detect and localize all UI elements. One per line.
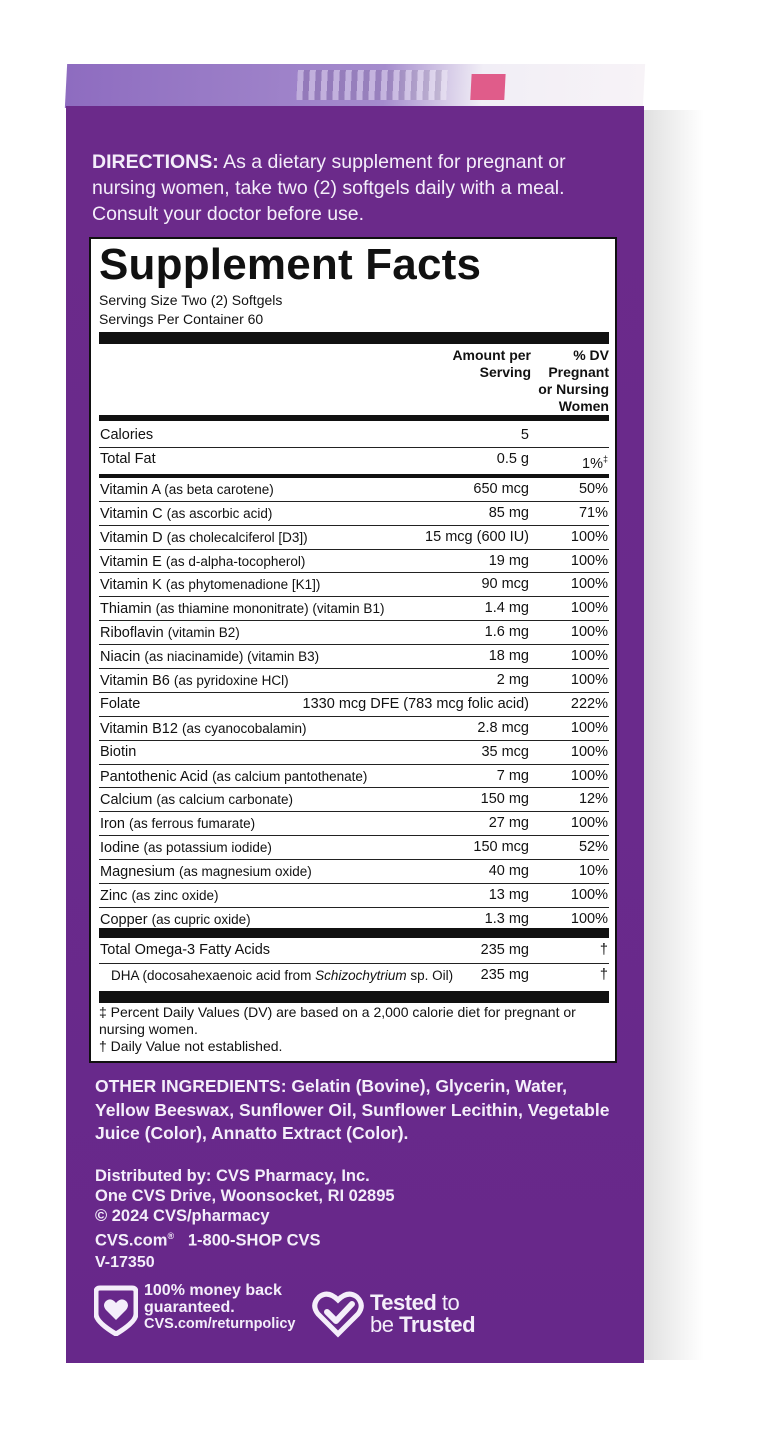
other-ingredients-label: OTHER INGREDIENTS: [95, 1076, 287, 1096]
nutrient-dv: 222% [570, 695, 608, 712]
nutrient-amount: 90 mcg [481, 576, 529, 593]
nutrient-amount: 150 mcg [473, 839, 529, 856]
nutrient-dv: 12% [578, 791, 608, 808]
nutrient-amount: 650 mcg [473, 480, 529, 497]
nutrient-dv: 100% [570, 719, 608, 736]
nutrient-row [99, 884, 609, 908]
nutrient-row [99, 741, 609, 765]
nutrient-amount: 1.6 mg [484, 624, 529, 641]
total-fat-amount: 0.5 g [496, 450, 529, 467]
nutrient-name: Vitamin E (as d-alpha-tocopherol) [100, 553, 306, 570]
directions-body: As a dietary supplement for pregnant or nursing women, take two (2) softgels daily with a meal. Consult your doctor before use. [92, 151, 566, 225]
nutrient-dv: 100% [570, 767, 608, 784]
copyright: © 2024 CVS/pharmacy [95, 1207, 270, 1225]
nutrient-amount: 13 mg [488, 887, 529, 904]
nutrient-name: Copper (as cupric oxide) [100, 911, 251, 928]
nutrient-dv: 100% [570, 743, 608, 760]
nutrient-row [99, 836, 609, 860]
box-top-edge [65, 64, 645, 108]
nutrient-dv: 50% [578, 480, 608, 497]
omega-section [99, 939, 609, 988]
calories-label: Calories [100, 427, 154, 443]
nutrient-row [99, 573, 609, 597]
total-fat-label: Total Fat [100, 450, 156, 467]
row-calories [99, 424, 609, 448]
nutrient-amount: 1.3 mg [484, 910, 529, 927]
nutrient-row [99, 621, 609, 645]
nutrient-name: Biotin [100, 743, 137, 760]
money-back-badge [94, 1282, 314, 1338]
nutrient-row [99, 478, 609, 502]
nutrient-amount: 19 mg [488, 552, 529, 569]
nutrient-dv: 10% [578, 863, 608, 880]
omega3-dv: † [599, 942, 608, 958]
nutrient-dv: 100% [570, 672, 608, 689]
directions-label: DIRECTIONS: [92, 151, 219, 173]
nutrient-amount: 27 mg [488, 815, 529, 832]
nutrient-name: Iron (as ferrous fumarate) [100, 816, 256, 833]
nutrient-name: Calcium (as calcium carbonate) [100, 792, 293, 809]
nutrient-name: Magnesium (as magnesium oxide) [100, 864, 312, 881]
nutrient-amount: 85 mg [488, 504, 529, 521]
distributor-info [95, 1166, 615, 1251]
other-ingredients [95, 1075, 615, 1146]
product-code: V-17350 [95, 1254, 155, 1271]
nutrient-row [99, 597, 609, 621]
contact-line: CVS.com® 1-800-SHOP CVS [95, 1231, 321, 1250]
nutrient-name: Zinc (as zinc oxide) [100, 888, 219, 905]
omega3-label: Total Omega-3 Fatty Acids [100, 942, 271, 958]
row-total-fat [99, 448, 609, 478]
facts-title: Supplement Facts [99, 240, 482, 289]
box-top-print [296, 70, 448, 100]
nutrient-name: Folate [100, 695, 141, 712]
omega3-amount: 235 mg [480, 942, 529, 958]
tested-trusted-badge [312, 1290, 502, 1342]
nutrient-row [99, 526, 609, 550]
nutrient-dv: 71% [578, 504, 608, 521]
footnote-not-established: † Daily Value not established. [99, 1038, 283, 1054]
row-omega3 [99, 939, 609, 964]
nutrient-amount: 7 mg [496, 767, 529, 784]
footnote-dv: ‡ Percent Daily Values (DV) are based on a 2,000 calorie diet for pregnant or nursing women. [99, 1004, 576, 1037]
distributor-line: Distributed by: CVS Pharmacy, Inc. [95, 1167, 370, 1185]
nutrient-list [99, 478, 609, 932]
nutrient-name: Vitamin A (as beta carotene) [100, 481, 274, 498]
nutrient-name: Vitamin C (as ascorbic acid) [100, 505, 273, 522]
nutrient-amount: 15 mcg (600 IU) [425, 528, 529, 545]
nutrient-amount: 35 mcg [481, 743, 529, 760]
divider-thick-top [99, 332, 609, 344]
calories-amount: 5 [520, 427, 529, 443]
nutrient-row [99, 765, 609, 789]
serving-info [99, 291, 282, 329]
box-shadow [644, 110, 704, 1360]
nutrient-name: Pantothenic Acid (as calcium pantothenate) [100, 768, 368, 785]
nutrient-name: Vitamin B6 (as pyridoxine HCl) [100, 673, 289, 690]
header-dv: % DV Pregnant or Nursing Women [538, 347, 609, 414]
nutrient-amount: 1330 mcg DFE (783 mcg folic acid) [302, 695, 529, 712]
box-top-accent [470, 74, 506, 100]
money-back-text: 100% money back guaranteed. CVS.com/returnpolicy [144, 1282, 296, 1332]
nutrient-row [99, 693, 609, 717]
nutrient-amount: 40 mg [488, 863, 529, 880]
nutrient-row [99, 717, 609, 741]
nutrient-name: Vitamin K (as phytomenadione [K1]) [100, 577, 321, 594]
dha-amount: 235 mg [480, 966, 529, 983]
divider-omega [99, 928, 609, 938]
nutrient-dv: 100% [570, 815, 608, 832]
nutrient-row [99, 812, 609, 836]
nutrient-row [99, 550, 609, 574]
tested-trusted-text: Tested to be Trusted [370, 1290, 476, 1337]
nutrient-name: Thiamin (as thiamine mononitrate) (vitamin B1) [100, 601, 385, 618]
heart-check-icon [312, 1290, 364, 1338]
dha-dv: † [599, 966, 608, 983]
header-amount-per-serving: Amount per Serving [452, 347, 531, 380]
nutrient-dv: 100% [570, 887, 608, 904]
nutrient-amount: 18 mg [488, 648, 529, 665]
nutrient-amount: 2 mg [496, 672, 529, 689]
nutrient-dv: 100% [570, 910, 608, 927]
nutrient-dv: 100% [570, 528, 608, 545]
supplement-facts-panel [89, 237, 617, 1063]
nutrient-row [99, 645, 609, 669]
nutrient-dv: 100% [570, 600, 608, 617]
distributor-address: One CVS Drive, Woonsocket, RI 02895 [95, 1187, 395, 1205]
divider-header [99, 415, 609, 421]
nutrient-dv: 100% [570, 648, 608, 665]
nutrient-name: Riboflavin (vitamin B2) [100, 625, 240, 642]
nutrient-rows [99, 424, 609, 932]
directions-text [92, 149, 622, 227]
dha-label: DHA (docosahexaenoic acid from Schizochytrium sp. Oil) [111, 967, 454, 983]
nutrient-row [99, 502, 609, 526]
nutrient-amount: 150 mg [480, 791, 529, 808]
divider-bottom [99, 991, 609, 1003]
nutrient-name: Vitamin D (as cholecalciferol [D3]) [100, 529, 308, 546]
serving-size: Serving Size Two (2) Softgels [99, 292, 283, 308]
nutrient-name: Vitamin B12 (as cyanocobalamin) [100, 720, 307, 737]
nutrient-row [99, 788, 609, 812]
nutrient-amount: 2.8 mcg [477, 719, 529, 736]
nutrient-name: Niacin (as niacinamide) (vitamin B3) [100, 649, 320, 666]
facts-footnotes [99, 1004, 609, 1055]
nutrient-dv: 100% [570, 552, 608, 569]
row-dha [99, 964, 609, 989]
nutrient-dv: 52% [578, 839, 608, 856]
total-fat-dv: 1%‡ [582, 453, 608, 472]
nutrient-row [99, 860, 609, 884]
other-ingredients-text: Gelatin (Bovine), Glycerin, Water, Yellow Beeswax, Sunflower Oil, Sunflower Lecithin, Vegetable Juice (Color), Annatto Extract (Color). [95, 1076, 610, 1143]
nutrient-row [99, 669, 609, 693]
nutrient-dv: 100% [570, 576, 608, 593]
nutrient-amount: 1.4 mg [484, 600, 529, 617]
heart-shield-icon [94, 1284, 138, 1336]
nutrient-name: Iodine (as potassium iodide) [100, 840, 272, 857]
nutrient-dv: 100% [570, 624, 608, 641]
servings-per-container: Servings Per Container 60 [99, 311, 264, 327]
